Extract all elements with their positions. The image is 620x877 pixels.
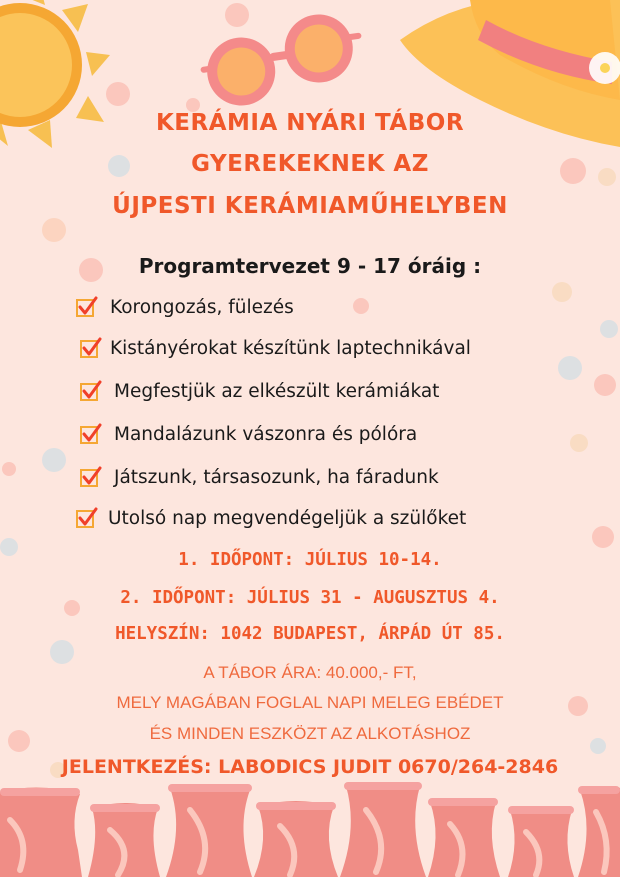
program-item (80, 380, 439, 402)
checkbox-check-icon (80, 466, 102, 488)
title-line-2: GYEREKEKNEK AZ (191, 151, 429, 177)
program-item (80, 423, 417, 445)
program-item-text: Utolsó nap megvendégeljük a szülőket (108, 507, 467, 529)
checkbox-check-icon (76, 296, 98, 318)
dot-decoration (552, 282, 572, 302)
date-2: 2. IDŐPONT: JÚLIUS 31 - AUGUSZTUS 4. (120, 588, 500, 608)
price-line-2: MELY MAGÁBAN FOGLAL NAPI MELEG EBÉDET (116, 693, 504, 712)
dot-decoration (42, 218, 66, 242)
program-item-text: Megfestjük az elkészült kerámiákat (114, 380, 440, 402)
program-item (80, 466, 439, 488)
dot-decoration (600, 320, 618, 338)
dot-decoration (2, 462, 16, 476)
program-item-text: Kistányérokat készítünk laptechnikával (110, 337, 471, 359)
pottery-jugs-illustration (0, 780, 620, 877)
checkbox-check-icon (76, 507, 98, 529)
checkbox-check-icon (80, 423, 102, 445)
program-item (76, 296, 294, 318)
program-heading: Programtervezet 9 - 17 óráig : (138, 254, 482, 278)
date-1: 1. IDŐPONT: JÚLIUS 10-14. (178, 550, 442, 570)
program-item (80, 337, 471, 359)
dot-decoration (594, 374, 616, 396)
checkbox-check-icon (80, 380, 102, 402)
price-line-3: ÉS MINDEN ESZKÖZT AZ ALKOTÁSHOZ (149, 724, 471, 743)
sun-hat-icon (0, 0, 620, 160)
location: HELYSZÍN: 1042 BUDAPEST, ÁRPÁD ÚT 85. (115, 624, 505, 644)
dot-decoration (570, 434, 588, 452)
program-item-text: Mandalázunk vászonra és pólóra (114, 423, 418, 445)
title-line-3: ÚJPESTI KERÁMIAMŰHELYBEN (112, 193, 508, 219)
dot-decoration (353, 298, 369, 314)
price-line-1: A TÁBOR ÁRA: 40.000,- FT, (203, 663, 417, 682)
dot-decoration (592, 526, 614, 548)
dot-decoration (558, 356, 582, 380)
checkbox-check-icon (80, 337, 102, 359)
program-item-text: Korongozás, fülezés (110, 296, 294, 318)
program-item-text: Játszunk, társasozunk, ha fáradunk (114, 466, 439, 488)
contact-info: JELENTKEZÉS: LABODICS JUDIT 0670/264-2846 (61, 756, 559, 778)
title-line-1: KERÁMIA NYÁRI TÁBOR (155, 110, 465, 136)
dot-decoration (42, 448, 66, 472)
program-item (76, 507, 466, 529)
